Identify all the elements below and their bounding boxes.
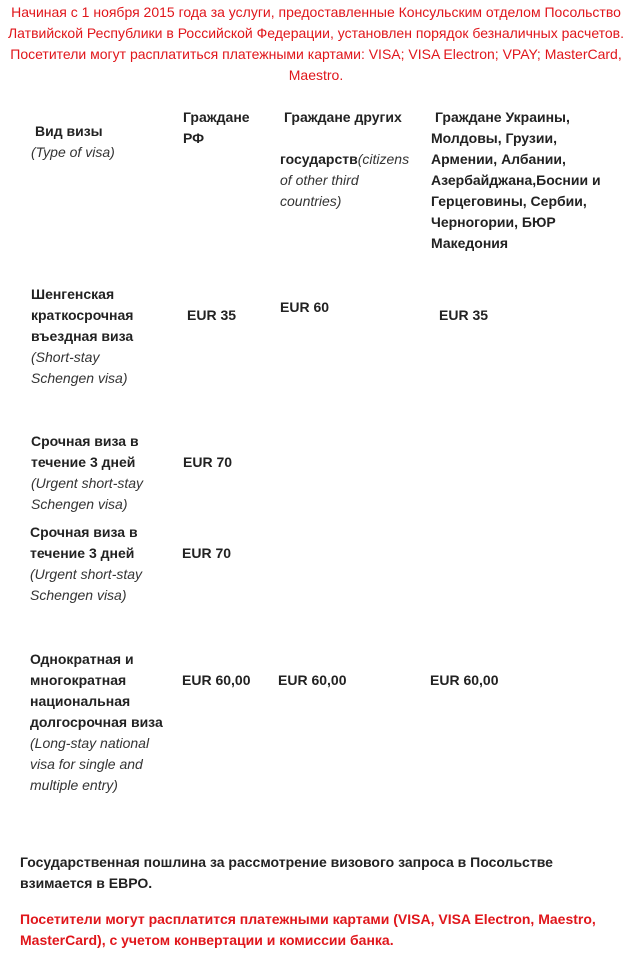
- fee-note: Государственная пошлина за рассмотрение визового запроса в Посольстве взимается в ЕВРО.: [20, 854, 553, 891]
- row-price-ukraine-group: EUR 60,00: [430, 672, 499, 688]
- header-other-states-ru-1: Граждане других: [284, 109, 402, 125]
- header-other-states-en: (citizens of other third countries): [280, 151, 410, 209]
- row-name-ru: Срочная виза в течение 3 дней: [30, 524, 138, 561]
- row-price-other: EUR 60,00: [278, 672, 347, 688]
- row-price-rf: EUR 35: [187, 307, 237, 323]
- payment-note: Посетители могут расплатится платежными картами (VISA, VISA Electron, Maestro, MasterCard), с учетом конвертации и комиссии банка.: [20, 911, 596, 948]
- table-row-schengen-name: [31, 284, 151, 389]
- row-name-en: (Urgent short-stay Schengen visa): [30, 566, 143, 603]
- row-price-rf: EUR 60,00: [182, 672, 251, 688]
- row-name-en: (Urgent short-stay Schengen visa): [31, 475, 144, 512]
- row-price-rf: EUR 70: [183, 454, 233, 470]
- intro-notice: Начиная с 1 ноября 2015 года за услуги, предоставленные Консульским отделом Посольство Латвийской Республики в Российской Федерации, установлен порядок безналичных расчетов. Посетители могут расплатиться платежными картами: VISA; VISA Electron; VPAY; MasterCard, Maestro.: [7, 4, 625, 83]
- header-rf-citizens: Граждане РФ: [183, 109, 250, 146]
- header-visa-type: [31, 121, 115, 163]
- header-other-states-ru-2: государств: [280, 151, 358, 167]
- header-visa-type-ru: Вид визы: [35, 123, 103, 139]
- header-ukraine-group: Граждане Украины, Молдовы, Грузии, Армении, Албании, Азербайджана,Боснии и Герцеговины, Сербии, Черногории, БЮР Македония: [431, 109, 601, 251]
- table-row-longstay-name: [30, 649, 165, 796]
- header-visa-type-en: (Type of visa): [31, 144, 115, 160]
- row-price-rf: EUR 70: [182, 545, 232, 561]
- row-price-other: EUR 60: [280, 299, 330, 315]
- row-name-ru: Шенгенская краткосрочная въездная виза: [31, 286, 134, 344]
- table-row-urgent-name: [31, 431, 156, 515]
- row-name-ru: Срочная виза в течение 3 дней: [31, 433, 139, 470]
- row-name-ru: Однократная и многократная национальная долгосрочная виза: [30, 651, 163, 730]
- table-row-urgent-name: [30, 522, 155, 606]
- row-name-en: (Short-stay Schengen visa): [31, 349, 128, 386]
- row-name-en: (Long-stay national visa for single and multiple entry): [30, 735, 150, 793]
- row-price-ukraine-group: EUR 35: [439, 307, 489, 323]
- header-other-states: [280, 107, 420, 212]
